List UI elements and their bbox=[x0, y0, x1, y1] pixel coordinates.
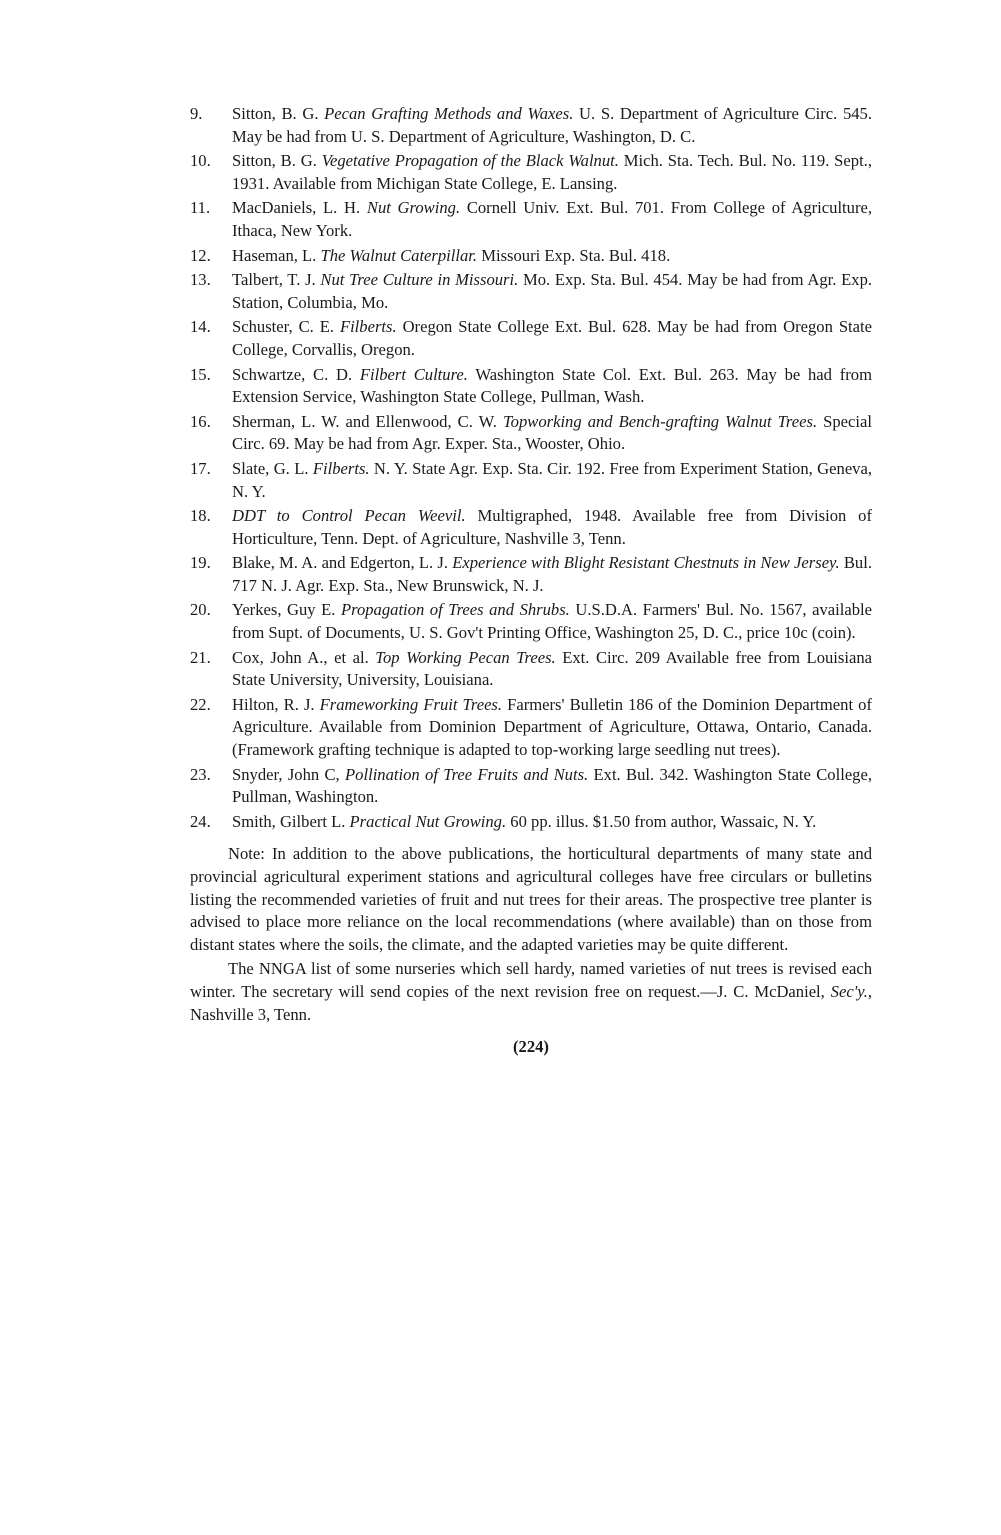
reference-title: Topworking and Bench-grafting Walnut Trees. bbox=[502, 411, 818, 431]
reference-text bbox=[232, 364, 872, 409]
reference-item bbox=[190, 364, 872, 409]
reference-details: Mich. Sta. Tech. Bul. No. 119. Sept., 1931. Available from Michigan State College, E. Lansing. bbox=[232, 151, 872, 193]
reference-text bbox=[232, 764, 872, 809]
reference-title: Filbert Culture. bbox=[359, 364, 468, 384]
reference-number: 24. bbox=[190, 811, 211, 831]
secretary-abbrev: Sec'y., bbox=[830, 981, 872, 1001]
reference-text bbox=[232, 599, 872, 644]
reference-title: Experience with Blight Resistant Chestnuts in New Jersey. bbox=[452, 553, 840, 573]
reference-details: Ext. Bul. 342. Washington State College, Pullman, Washington. bbox=[232, 764, 872, 807]
note-paragraph: Note: In addition to the above publications, the horticultural departments of many state and provincial agricultural experiment stations and agricultural colleges have free circulars or bulletins listing the recommended varieties of fruit and nut trees for their areas. The prospective tree planter is advised to place more reliance on the local recommendations (where available) than on those from distant states where the soils, the climate, and the adapted varieties may be quite different. bbox=[190, 844, 872, 954]
reference-details: Farmers' Bulletin 186 of the Dominion Department of Agriculture. Available from Dominion Department of Agriculture, Ottawa, Ontario, Canada. (Framework grafting technique is adapted to top-working large seedling nut trees). bbox=[232, 694, 872, 760]
reference-number: 15. bbox=[190, 364, 211, 384]
reference-item bbox=[190, 316, 872, 361]
reference-details: Special Circ. 69. May be had from Agr. Exper. Sta., Wooster, Ohio. bbox=[232, 411, 872, 454]
reference-authors: Schwartze, C. D. bbox=[232, 364, 360, 384]
reference-details: Cornell Univ. Ext. Bul. 701. From College of Agriculture, Ithaca, New York. bbox=[232, 198, 872, 240]
reference-authors: Smith, Gilbert L. bbox=[232, 811, 350, 831]
nnga-paragraph bbox=[190, 958, 872, 1026]
reference-number: 10. bbox=[190, 151, 211, 171]
reference-number: 22. bbox=[190, 694, 211, 714]
reference-item bbox=[190, 694, 872, 762]
reference-authors: Slate, G. L. bbox=[232, 458, 313, 478]
reference-item bbox=[190, 505, 872, 550]
reference-text bbox=[232, 505, 872, 550]
reference-title: Vegetative Propagation of the Black Walnut. bbox=[321, 151, 619, 171]
reference-title: Propagation of Trees and Shrubs. bbox=[340, 600, 570, 620]
nnga-location: Nashville 3, Tenn. bbox=[190, 1004, 312, 1024]
reference-list bbox=[190, 103, 872, 833]
reference-text bbox=[232, 197, 872, 242]
reference-authors: Sitton, B. G. bbox=[232, 104, 325, 123]
reference-item bbox=[190, 269, 872, 314]
reference-title: Top Working Pecan Trees. bbox=[375, 647, 556, 667]
reference-number: 14. bbox=[190, 317, 211, 337]
reference-title: Nut Growing. bbox=[366, 198, 461, 218]
reference-title: Pecan Grafting Methods and Waxes. bbox=[324, 104, 574, 123]
reference-details: U. S. Department of Agriculture Circ. 545. May be had from U. S. Department of Agriculture, Washington, D. C. bbox=[232, 104, 873, 146]
reference-title: Nut Tree Culture in Missouri. bbox=[320, 270, 519, 290]
reference-number: 9. bbox=[190, 104, 203, 123]
reference-text bbox=[232, 103, 872, 148]
reference-authors: Hilton, R. J. bbox=[232, 694, 320, 714]
reference-title: Filberts. bbox=[312, 458, 370, 478]
reference-number: 23. bbox=[190, 764, 211, 784]
reference-text bbox=[232, 647, 872, 692]
reference-item bbox=[190, 103, 872, 148]
reference-title: Pollination of Tree Fruits and Nuts. bbox=[345, 764, 589, 784]
reference-authors: Blake, M. A. and Edgerton, L. J. bbox=[232, 553, 453, 573]
reference-details: Washington State Col. Ext. Bul. 263. May be had from Extension Service, Washington State College, Pullman, Wash. bbox=[232, 364, 872, 407]
reference-item bbox=[190, 411, 872, 456]
reference-details: N. Y. State Agr. Exp. Sta. Cir. 192. Free from Experiment Station, Geneva, N. Y. bbox=[232, 458, 872, 501]
reference-number: 19. bbox=[190, 553, 211, 573]
reference-text bbox=[232, 245, 872, 268]
reference-title: The Walnut Caterpillar. bbox=[320, 245, 478, 265]
reference-authors: Talbert, T. J. bbox=[232, 270, 321, 290]
reference-item bbox=[190, 764, 872, 809]
reference-details: U.S.D.A. Farmers' Bul. No. 1567, available from Supt. of Documents, U. S. Gov't Printing Office, Washington 25, D. C., price 10c (coin). bbox=[232, 600, 872, 643]
note-section bbox=[190, 843, 872, 1026]
reference-item bbox=[190, 150, 872, 195]
reference-authors: Sitton, B. G. bbox=[232, 151, 322, 171]
reference-text bbox=[232, 458, 872, 503]
reference-text bbox=[232, 411, 872, 456]
reference-text bbox=[232, 316, 872, 361]
reference-item bbox=[190, 599, 872, 644]
page-number: (224) bbox=[513, 1037, 549, 1057]
reference-authors: Cox, John A., et al. bbox=[232, 647, 376, 667]
reference-authors: MacDaniels, L. H. bbox=[232, 198, 367, 218]
reference-number: 17. bbox=[190, 458, 211, 478]
nnga-text: The NNGA list of some nurseries which sell hardy, named varieties of nut trees is revised each winter. The secretary will send copies of the next revision free on request.—J. C. McDaniel, bbox=[190, 959, 872, 1001]
reference-details: Missouri Exp. Sta. Bul. 418. bbox=[477, 245, 671, 265]
reference-item bbox=[190, 811, 872, 834]
reference-number: 20. bbox=[190, 600, 211, 620]
reference-text bbox=[232, 811, 872, 834]
reference-authors: Haseman, L. bbox=[232, 245, 321, 265]
reference-title: DDT to Control Pecan Weevil. bbox=[232, 506, 466, 526]
reference-details: Mo. Exp. Sta. Bul. 454. May be had from Agr. Exp. Station, Columbia, Mo. bbox=[232, 270, 873, 312]
reference-title: Frameworking Fruit Trees. bbox=[319, 694, 503, 714]
reference-number: 11. bbox=[190, 198, 211, 218]
reference-item bbox=[190, 552, 872, 597]
reference-number: 12. bbox=[190, 245, 211, 265]
reference-details: Oregon State College Ext. Bul. 628. May be had from Oregon State College, Corvallis, Oregon. bbox=[232, 317, 872, 359]
reference-title: Filberts. bbox=[339, 317, 397, 337]
reference-text bbox=[232, 269, 872, 314]
reference-number: 16. bbox=[190, 411, 211, 431]
reference-authors: Schuster, C. E. bbox=[232, 317, 340, 337]
document-page bbox=[190, 103, 872, 1059]
reference-authors: Sherman, L. W. and Ellenwood, C. W. bbox=[232, 411, 503, 431]
reference-text bbox=[232, 150, 872, 195]
reference-number: 18. bbox=[190, 506, 211, 526]
reference-details: Multigraphed, 1948. Available free from Division of Horticulture, Tenn. Dept. of Agriculture, Nashville 3, Tenn. bbox=[232, 506, 873, 548]
reference-item bbox=[190, 458, 872, 503]
reference-details: Bul. 717 N. J. Agr. Exp. Sta., New Brunswick, N. J. bbox=[232, 553, 872, 595]
reference-details: Ext. Circ. 209 Available free from Louisiana State University, University, Louisiana. bbox=[232, 647, 872, 690]
reference-number: 13. bbox=[190, 270, 211, 290]
reference-item bbox=[190, 245, 872, 268]
reference-authors: Snyder, John C, bbox=[232, 764, 346, 784]
reference-details: 60 pp. illus. $1.50 from author, Wassaic, N. Y. bbox=[506, 811, 817, 831]
reference-title: Practical Nut Growing. bbox=[349, 811, 507, 831]
reference-authors: Yerkes, Guy E. bbox=[232, 600, 341, 620]
reference-number: 21. bbox=[190, 647, 211, 667]
reference-item bbox=[190, 197, 872, 242]
reference-text bbox=[232, 552, 872, 597]
reference-text bbox=[232, 694, 872, 762]
reference-item bbox=[190, 647, 872, 692]
